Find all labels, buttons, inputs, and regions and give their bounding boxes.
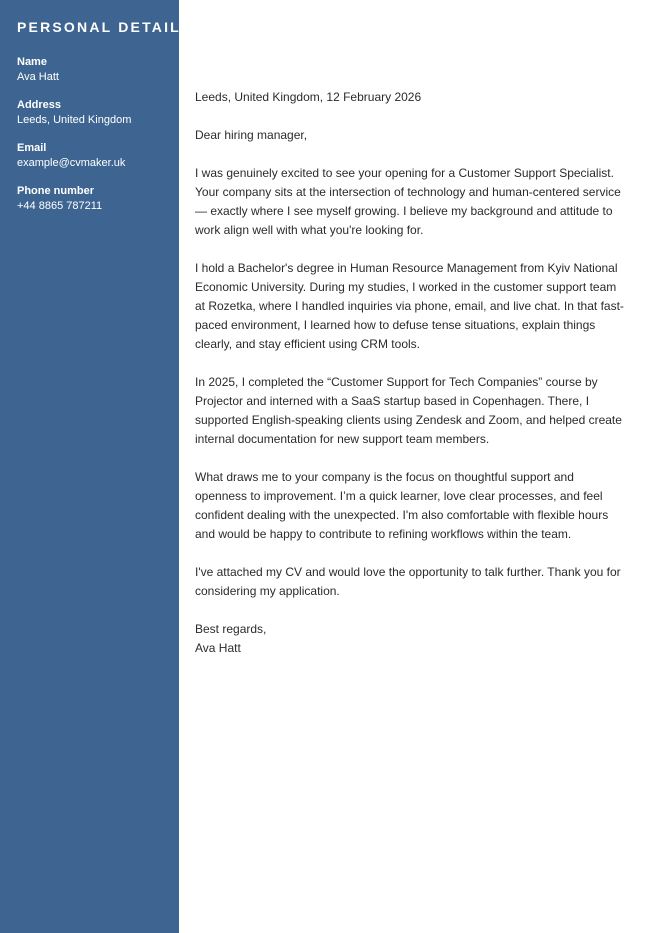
letter-paragraph: I've attached my CV and would love the opportunity to talk further. Thank you for considering my application. — [195, 565, 621, 598]
detail-label: Name — [17, 56, 47, 68]
detail-name — [17, 55, 169, 85]
letter-paragraph: What draws me to your company is the focus on thoughtful support and openness to improvement. I’m a quick learner, love clear processes, and feel confident dealing with the unexpected. I'm also comfortable with flexible hours and would be happy to contribute to refining workflows within the team. — [195, 470, 609, 541]
salutation: Dear hiring manager, — [195, 128, 308, 142]
letter-paragraph: I was genuinely excited to see your opening for a Customer Support Specialist. Your company sits at the intersection of technology and human-centered service — exactly where I see myself growing. I believe my background and attitude to work align well with what you're looking for. — [195, 166, 621, 237]
sign-off — [195, 620, 626, 658]
detail-value: +44 8865 787211 — [17, 200, 103, 212]
detail-phone — [17, 184, 169, 214]
letter-paragraph: I hold a Bachelor's degree in Human Resource Management from Kyiv National Economic University. During my studies, I worked in the customer support team at Rozetka, where I handled inquiries via phone, email, and live chat. In that fast-paced environment, I learned how to defuse tense situations, explain things clearly, and stay efficient using CRM tools. — [195, 261, 624, 351]
closing: Best regards, — [195, 622, 267, 636]
sidebar-title: PERSONAL DETAILS — [17, 19, 193, 35]
detail-email — [17, 141, 169, 171]
detail-label: Phone number — [17, 185, 95, 197]
personal-details-sidebar — [0, 0, 193, 933]
detail-value: Leeds, United Kingdom — [17, 114, 132, 126]
detail-label: Address — [17, 99, 62, 111]
detail-value: example@cvmaker.uk — [17, 157, 126, 169]
signature: Ava Hatt — [195, 641, 241, 655]
detail-value: Ava Hatt — [17, 71, 59, 83]
detail-label: Email — [17, 142, 47, 154]
letter-body — [179, 0, 660, 933]
letter-paragraph: In 2025, I completed the “Customer Support for Tech Companies” course by Projector and interned with a SaaS startup based in Copenhagen. There, I supported English-speaking clients using Zendesk and Zoom, and helped create internal documentation for new support team members. — [195, 375, 622, 446]
detail-address — [17, 98, 169, 128]
place-date: Leeds, United Kingdom, 12 February 2026 — [195, 90, 422, 104]
